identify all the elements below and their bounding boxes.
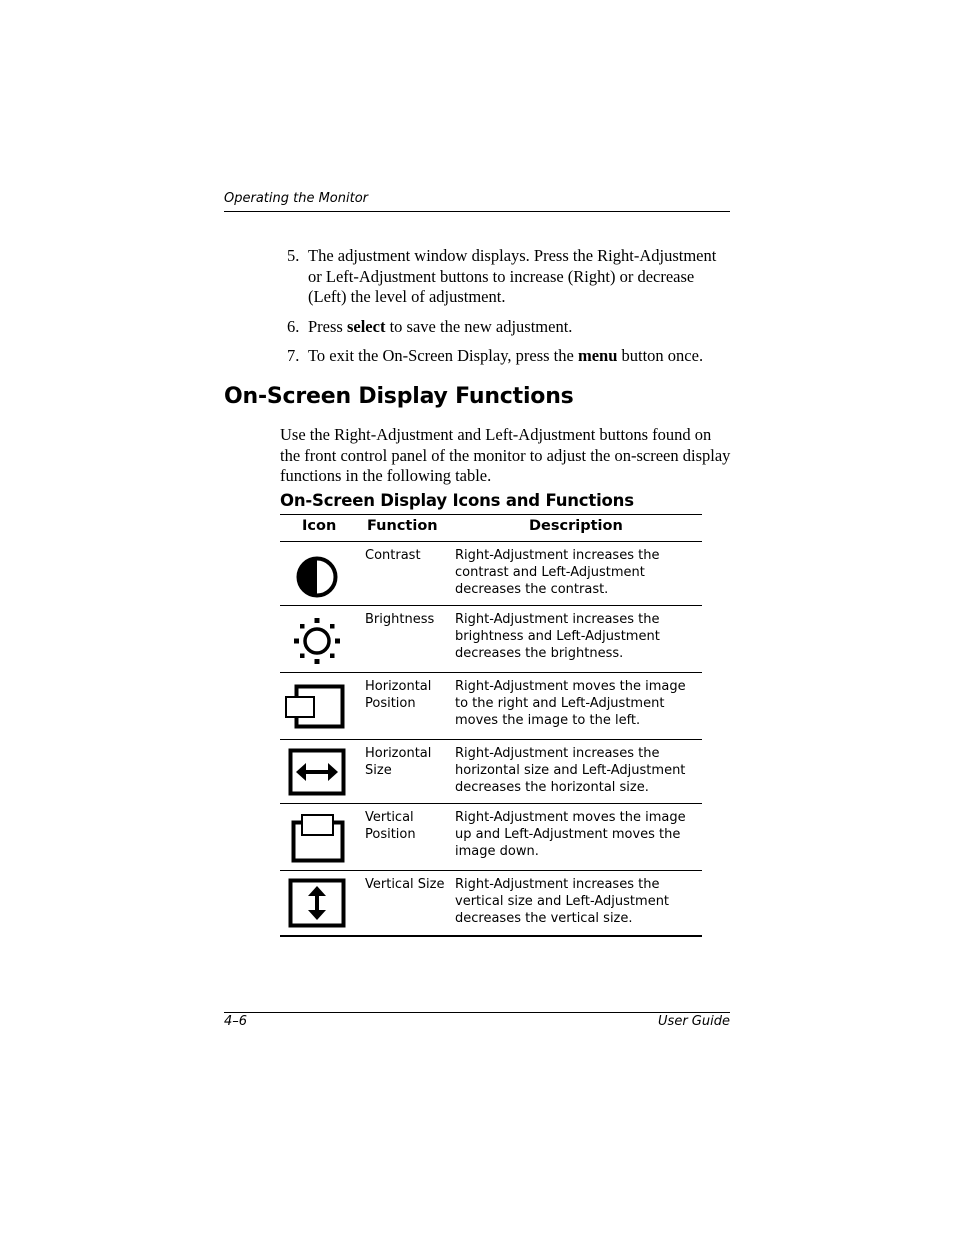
header-description: Description	[529, 518, 623, 534]
function-name: Contrast	[365, 548, 421, 563]
header-rule	[224, 211, 730, 212]
table-row	[280, 740, 702, 804]
section-heading: On-Screen Display Functions	[224, 384, 574, 409]
header-icon: Icon	[302, 518, 337, 534]
vertical-position-icon	[285, 814, 347, 864]
function-name: Brightness	[365, 612, 435, 627]
step-text-post: to save the new adjustment.	[385, 316, 573, 336]
step-text: The adjustment window displays. Press the Right-Adjustment or Left-Adjustment buttons to increase (Right) or decrease (Left) the level of adjustment.	[308, 246, 717, 306]
step-number: 7.	[287, 346, 300, 365]
table-row	[280, 804, 702, 871]
function-description: Right-Adjustment increases the horizontal size and Left-Adjustment decreases the horizontal size.	[455, 746, 686, 795]
footer-rule	[224, 1012, 730, 1013]
function-name: Vertical Position	[365, 810, 416, 842]
function-name: Horizontal Size	[365, 746, 432, 778]
table-title: On-Screen Display Icons and Functions	[280, 491, 634, 510]
header-function: Function	[367, 518, 438, 534]
table-row	[280, 673, 702, 740]
table-row	[280, 871, 702, 935]
step-text-pre: Press	[308, 316, 347, 336]
function-description: Right-Adjustment moves the image to the right and Left-Adjustment moves the image to the left.	[455, 679, 686, 728]
horizontal-size-icon	[285, 747, 347, 797]
function-description: Right-Adjustment increases the contrast and Left-Adjustment decreases the contrast.	[455, 548, 660, 597]
vertical-size-icon	[285, 877, 347, 929]
document-title: User Guide	[658, 1014, 730, 1029]
osd-functions-table	[280, 514, 702, 937]
horizontal-position-icon	[285, 683, 345, 731]
step-text-pre: To exit the On-Screen Display, press the	[308, 346, 578, 365]
procedure-steps	[287, 246, 732, 376]
function-name: Vertical Size	[365, 877, 445, 892]
step-keyword: menu	[577, 346, 618, 365]
function-description: Right-Adjustment increases the brightness and Left-Adjustment decreases the brightness.	[455, 612, 660, 661]
step-number: 5.	[287, 246, 300, 265]
step-item	[287, 317, 732, 338]
function-description: Right-Adjustment increases the vertical size and Left-Adjustment decreases the vertical size.	[455, 877, 670, 926]
table-row	[280, 542, 702, 606]
step-number: 6.	[287, 316, 300, 336]
step-item	[287, 246, 732, 308]
page-number: 4–6	[224, 1014, 248, 1029]
section-intro: Use the Right-Adjustment and Left-Adjustment buttons found on the front control panel of the monitor to adjust the on-screen display functions in the following table.	[280, 425, 731, 485]
table-header-row	[280, 515, 702, 542]
running-head: Operating the Monitor	[224, 191, 369, 206]
contrast-icon	[285, 554, 345, 600]
step-item	[287, 346, 732, 367]
function-name: Horizontal Position	[365, 679, 432, 711]
step-text-post: button once.	[617, 346, 704, 365]
brightness-icon	[285, 616, 345, 666]
step-keyword: select	[346, 316, 386, 336]
table-row	[280, 606, 702, 673]
function-description: Right-Adjustment moves the image up and Left-Adjustment moves the image down.	[455, 810, 686, 859]
